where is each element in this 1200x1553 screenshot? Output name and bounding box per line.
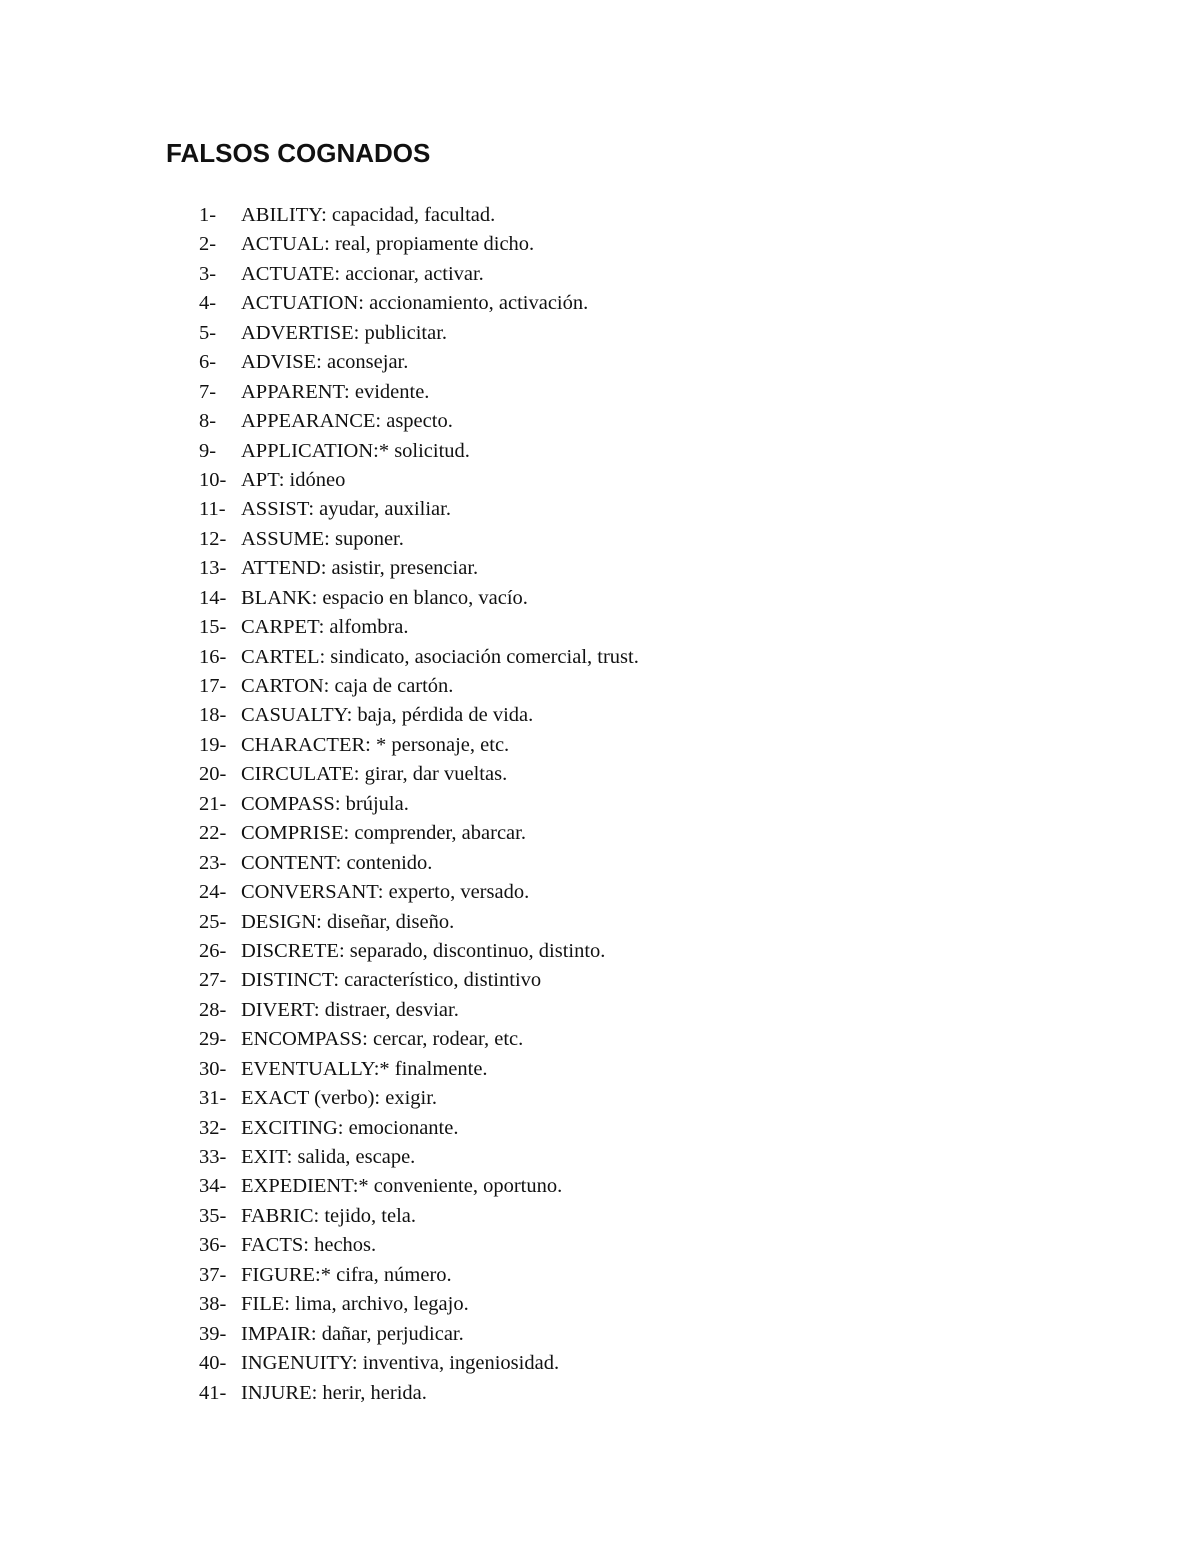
item-number: 10- (199, 468, 227, 491)
item-text: EVENTUALLY:* finalmente. (241, 1057, 488, 1080)
item-text: EXPEDIENT:* conveniente, oportuno. (241, 1175, 563, 1198)
list-item (199, 701, 639, 730)
item-number: 11- (199, 498, 226, 521)
list-item (199, 672, 639, 701)
list-item (199, 1084, 639, 1113)
item-text: ATTEND: asistir, presenciar. (241, 557, 479, 580)
list-item (199, 1055, 639, 1084)
item-number: 4- (199, 292, 217, 315)
list-item (199, 466, 639, 495)
item-text: ABILITY: capacidad, facultad. (241, 204, 496, 226)
item-number: 30- (199, 1057, 227, 1080)
item-number: 12- (199, 527, 227, 550)
item-number: 19- (199, 733, 227, 756)
list-item (199, 996, 639, 1025)
item-text: FACTS: hechos. (241, 1234, 377, 1257)
item-number: 26- (199, 939, 227, 962)
list-item (199, 1379, 639, 1408)
list-item (199, 230, 639, 259)
list-item (199, 525, 639, 554)
item-number: 40- (199, 1352, 227, 1375)
list-item (199, 731, 639, 760)
list-item (199, 878, 639, 907)
list-item (199, 849, 639, 878)
item-text: APT: idóneo (241, 468, 346, 491)
item-number: 31- (199, 1087, 227, 1110)
item-text: COMPRISE: comprender, abarcar. (241, 822, 526, 845)
list-item (199, 1261, 639, 1290)
list-item (199, 790, 639, 819)
item-text: CHARACTER: * personaje, etc. (241, 733, 510, 756)
item-text: ACTUATE: accionar, activar. (241, 262, 484, 285)
item-text: CARTON: caja de cartón. (241, 675, 454, 697)
item-text: ASSUME: suponer. (241, 527, 404, 550)
item-text: ENCOMPASS: cercar, rodear, etc. (241, 1028, 524, 1051)
item-number: 16- (199, 645, 227, 668)
item-text: ADVISE: aconsejar. (241, 351, 409, 374)
list-item (199, 819, 639, 848)
item-number: 32- (199, 1116, 227, 1139)
item-text: EXCITING: emocionante. (241, 1116, 459, 1139)
item-text: DESIGN: diseñar, diseño. (241, 910, 455, 933)
item-text: CASUALTY: baja, pérdida de vida. (241, 704, 534, 727)
list-item (199, 1172, 639, 1201)
item-text: EXIT: salida, escape. (241, 1146, 416, 1168)
item-text: ACTUAL: real, propiamente dicho. (241, 233, 535, 256)
item-number: 23- (199, 851, 227, 874)
list-item (199, 1143, 639, 1172)
list-item (199, 1114, 639, 1143)
list-item (199, 260, 639, 289)
item-number: 17- (199, 675, 227, 697)
item-number: 8- (199, 410, 217, 433)
list-item (199, 289, 639, 318)
item-number: 25- (199, 910, 227, 933)
item-number: 37- (199, 1263, 227, 1286)
list-item (199, 584, 639, 613)
item-number: 29- (199, 1028, 227, 1051)
list-item (199, 348, 639, 377)
list-item (199, 613, 639, 642)
item-number: 27- (199, 969, 227, 992)
list-item (199, 937, 639, 966)
list-item (199, 378, 639, 407)
item-number: 36- (199, 1234, 227, 1257)
item-text: FILE: lima, archivo, legajo. (241, 1293, 469, 1316)
item-text: APPLICATION:* solicitud. (241, 439, 470, 462)
item-text: CONTENT: contenido. (241, 851, 433, 874)
item-number: 3- (199, 262, 217, 285)
item-text: CIRCULATE: girar, dar vueltas. (241, 763, 508, 786)
item-number: 39- (199, 1322, 227, 1345)
item-number: 7- (199, 380, 217, 403)
list-item (199, 966, 639, 995)
list-item (199, 1231, 639, 1260)
list-item (199, 495, 639, 524)
item-text: INJURE: herir, herida. (241, 1381, 427, 1404)
item-number: 9- (199, 439, 217, 462)
item-number: 34- (199, 1175, 227, 1198)
item-text: IMPAIR: dañar, perjudicar. (241, 1322, 464, 1345)
item-number: 22- (199, 822, 227, 845)
item-text: DISCRETE: separado, discontinuo, distinto. (241, 939, 606, 962)
list-item (199, 1290, 639, 1319)
item-number: 14- (199, 586, 227, 609)
item-number: 35- (199, 1204, 227, 1227)
item-text: CARTEL: sindicato, asociación comercial, trust. (241, 645, 639, 668)
list-item (199, 760, 639, 789)
item-number: 6- (199, 351, 217, 374)
item-number: 15- (199, 616, 227, 639)
item-number: 13- (199, 557, 227, 580)
list-item (199, 643, 639, 672)
item-text: CONVERSANT: experto, versado. (241, 881, 530, 904)
item-number: 28- (199, 998, 227, 1021)
item-number: 21- (199, 792, 227, 815)
item-text: EXACT (verbo): exigir. (241, 1087, 438, 1110)
list-item (199, 201, 639, 230)
item-text: INGENUITY: inventiva, ingeniosidad. (241, 1352, 560, 1375)
item-number: 1- (199, 204, 217, 226)
item-text: COMPASS: brújula. (241, 792, 409, 815)
list-item (199, 437, 639, 466)
list-item (199, 908, 639, 937)
list-item (199, 319, 639, 348)
item-number: 2- (199, 233, 217, 256)
item-text: DISTINCT: característico, distintivo (241, 969, 542, 992)
item-text: APPARENT: evidente. (241, 380, 430, 403)
item-number: 18- (199, 704, 227, 727)
list-item (199, 1320, 639, 1349)
item-text: ADVERTISE: publicitar. (241, 321, 448, 344)
item-text: BLANK: espacio en blanco, vacío. (241, 586, 528, 609)
item-number: 38- (199, 1293, 227, 1316)
cognates-list (199, 201, 639, 1408)
list-item (199, 407, 639, 436)
item-text: CARPET: alfombra. (241, 616, 409, 639)
list-item (199, 554, 639, 583)
item-text: APPEARANCE: aspecto. (241, 410, 453, 433)
document-title: FALSOS COGNADOS (166, 138, 431, 168)
item-number: 24- (199, 881, 227, 904)
item-text: ACTUATION: accionamiento, activación. (241, 292, 589, 315)
list-item (199, 1202, 639, 1231)
item-number: 5- (199, 321, 217, 344)
item-number: 41- (199, 1381, 227, 1404)
item-text: FABRIC: tejido, tela. (241, 1204, 417, 1227)
item-number: 33- (199, 1146, 227, 1168)
item-text: ASSIST: ayudar, auxiliar. (241, 498, 451, 521)
item-text: DIVERT: distraer, desviar. (241, 998, 459, 1021)
list-item (199, 1025, 639, 1054)
item-text: FIGURE:* cifra, número. (241, 1263, 452, 1286)
item-number: 20- (199, 763, 227, 786)
list-item (199, 1349, 639, 1378)
